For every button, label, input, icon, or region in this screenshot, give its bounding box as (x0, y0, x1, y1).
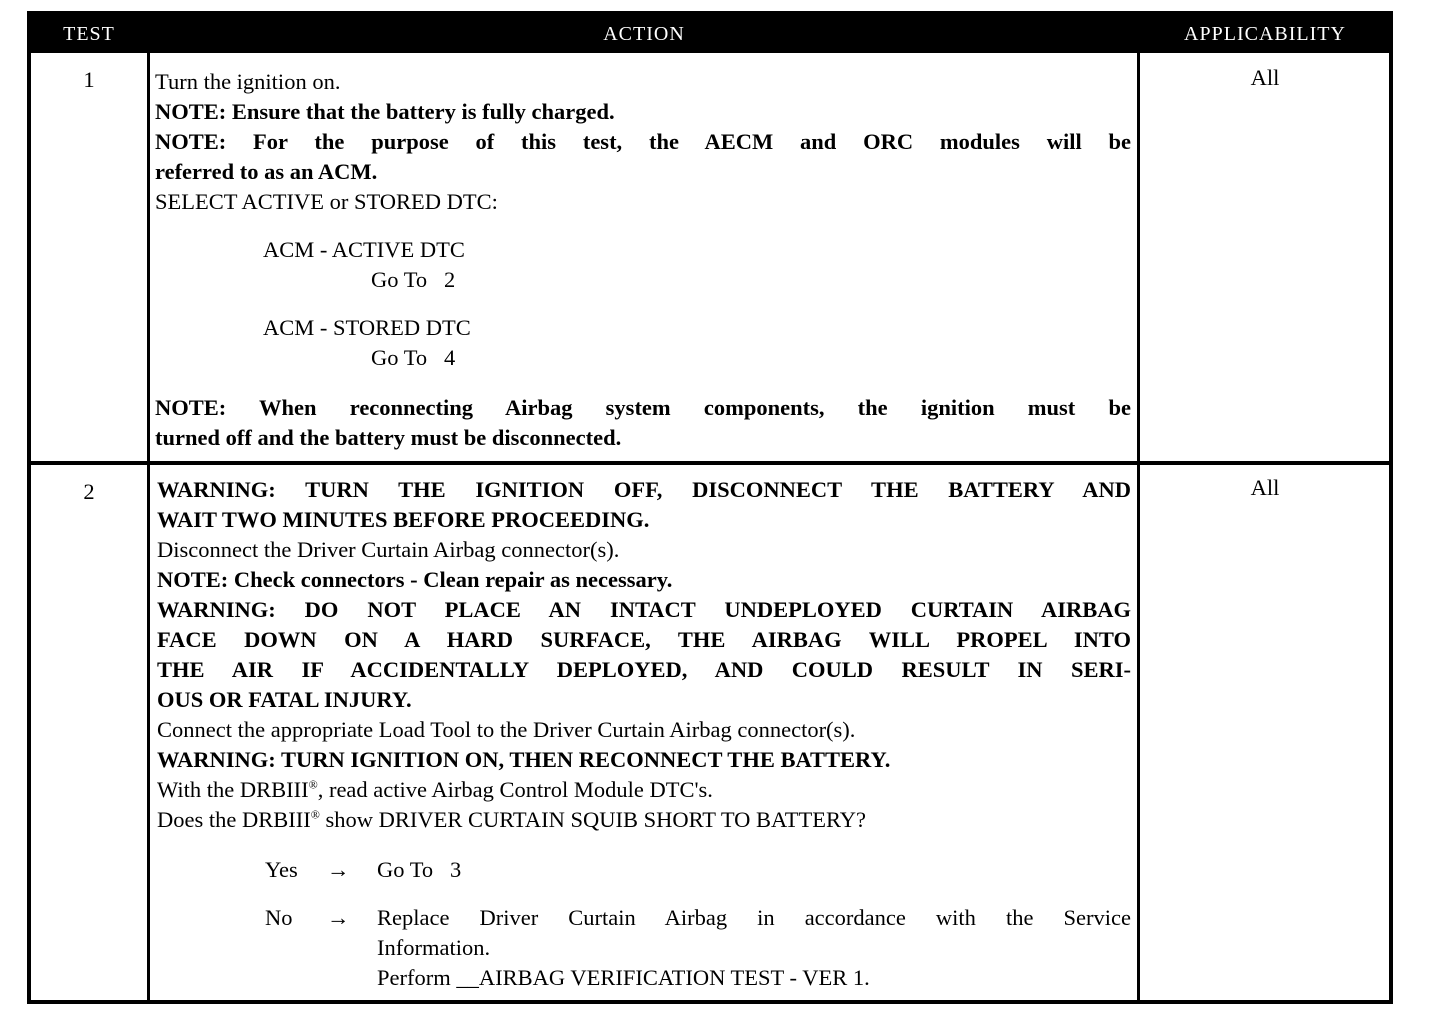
action-text: Connect the appropriate Load Tool to the Driver Curtain Airbag connector(s). (157, 717, 856, 742)
note-text: NOTE: When reconnecting Airbag system components, the ignition must be (155, 395, 1131, 420)
action-text: Turn the ignition on. (155, 69, 341, 94)
note-text: referred to as an ACM. (155, 159, 378, 184)
warning-text: WARNING: DO NOT PLACE AN INTACT UNDEPLOYED CURTAIN AIRBAG (157, 597, 1131, 622)
action-text: SELECT ACTIVE or STORED DTC: (155, 189, 498, 214)
arrow-right-icon: → (327, 905, 350, 930)
arrow-right-icon: → (327, 857, 350, 882)
action-text: With the DRBIII®, read active Airbag Control Module DTC's. (157, 777, 713, 802)
action-cell-2 (157, 475, 1131, 993)
branch-yes (157, 855, 1131, 885)
action-text: Disconnect the Driver Curtain Airbag connector(s). (157, 537, 620, 562)
test-number-1: 1 (83, 67, 95, 92)
note-text: NOTE: Check connectors - Clean repair as necessary. (157, 567, 673, 592)
goto-step: Go To 3 (377, 857, 462, 882)
registered-mark: ® (308, 777, 318, 792)
column-divider (147, 53, 150, 1000)
warning-text: WARNING: TURN THE IGNITION OFF, DISCONNECT THE BATTERY AND (157, 477, 1131, 502)
warning-text: WAIT TWO MINUTES BEFORE PROCEEDING. (157, 507, 650, 532)
action-cell-1 (155, 67, 1131, 453)
row-divider (31, 461, 1389, 465)
header-test: TEST (63, 23, 115, 45)
applicability-2: All (1250, 475, 1280, 500)
test-number-2: 2 (83, 479, 95, 504)
verification-test-link: Perform __AIRBAG VERIFICATION TEST - VER 1. (377, 965, 870, 990)
header-applicability: APPLICABILITY (1184, 23, 1346, 45)
column-divider (1137, 53, 1140, 1000)
goto-step: Go To 2 (371, 267, 456, 292)
goto-step: Go To 4 (371, 345, 456, 370)
branch-no-cont (157, 963, 1131, 993)
table-header (31, 15, 1389, 53)
note-text: NOTE: For the purpose of this test, the AECM and ORC modules will be (155, 129, 1131, 154)
note-text: turned off and the battery must be disconnected. (155, 425, 622, 450)
applicability-1: All (1250, 65, 1280, 90)
warning-text: WARNING: TURN IGNITION ON, THEN RECONNECT THE BATTERY. (157, 747, 891, 772)
branch-no (157, 903, 1131, 933)
yes-label: Yes (265, 857, 298, 882)
option-active-dtc: ACM - ACTIVE DTC (263, 237, 465, 262)
warning-text: OUS OR FATAL INJURY. (157, 687, 412, 712)
no-action-text: Information. (377, 935, 491, 960)
note-text: NOTE: Ensure that the battery is fully charged. (155, 99, 615, 124)
registered-mark: ® (310, 807, 320, 822)
diagnostic-test-table (27, 11, 1393, 1004)
warning-text: FACE DOWN ON A HARD SURFACE, THE AIRBAG WILL PROPEL INTO (157, 627, 1131, 652)
no-action-text: Replace Driver Curtain Airbag in accordance with the Service (377, 905, 1131, 930)
header-action: ACTION (603, 23, 685, 45)
option-stored-dtc: ACM - STORED DTC (263, 315, 471, 340)
branch-no-cont (157, 933, 1131, 963)
warning-text: THE AIR IF ACCIDENTALLY DEPLOYED, AND COULD RESULT IN SERI- (157, 657, 1131, 682)
question-text: Does the DRBIII® show DRIVER CURTAIN SQUIB SHORT TO BATTERY? (157, 807, 867, 832)
no-label: No (265, 905, 293, 930)
